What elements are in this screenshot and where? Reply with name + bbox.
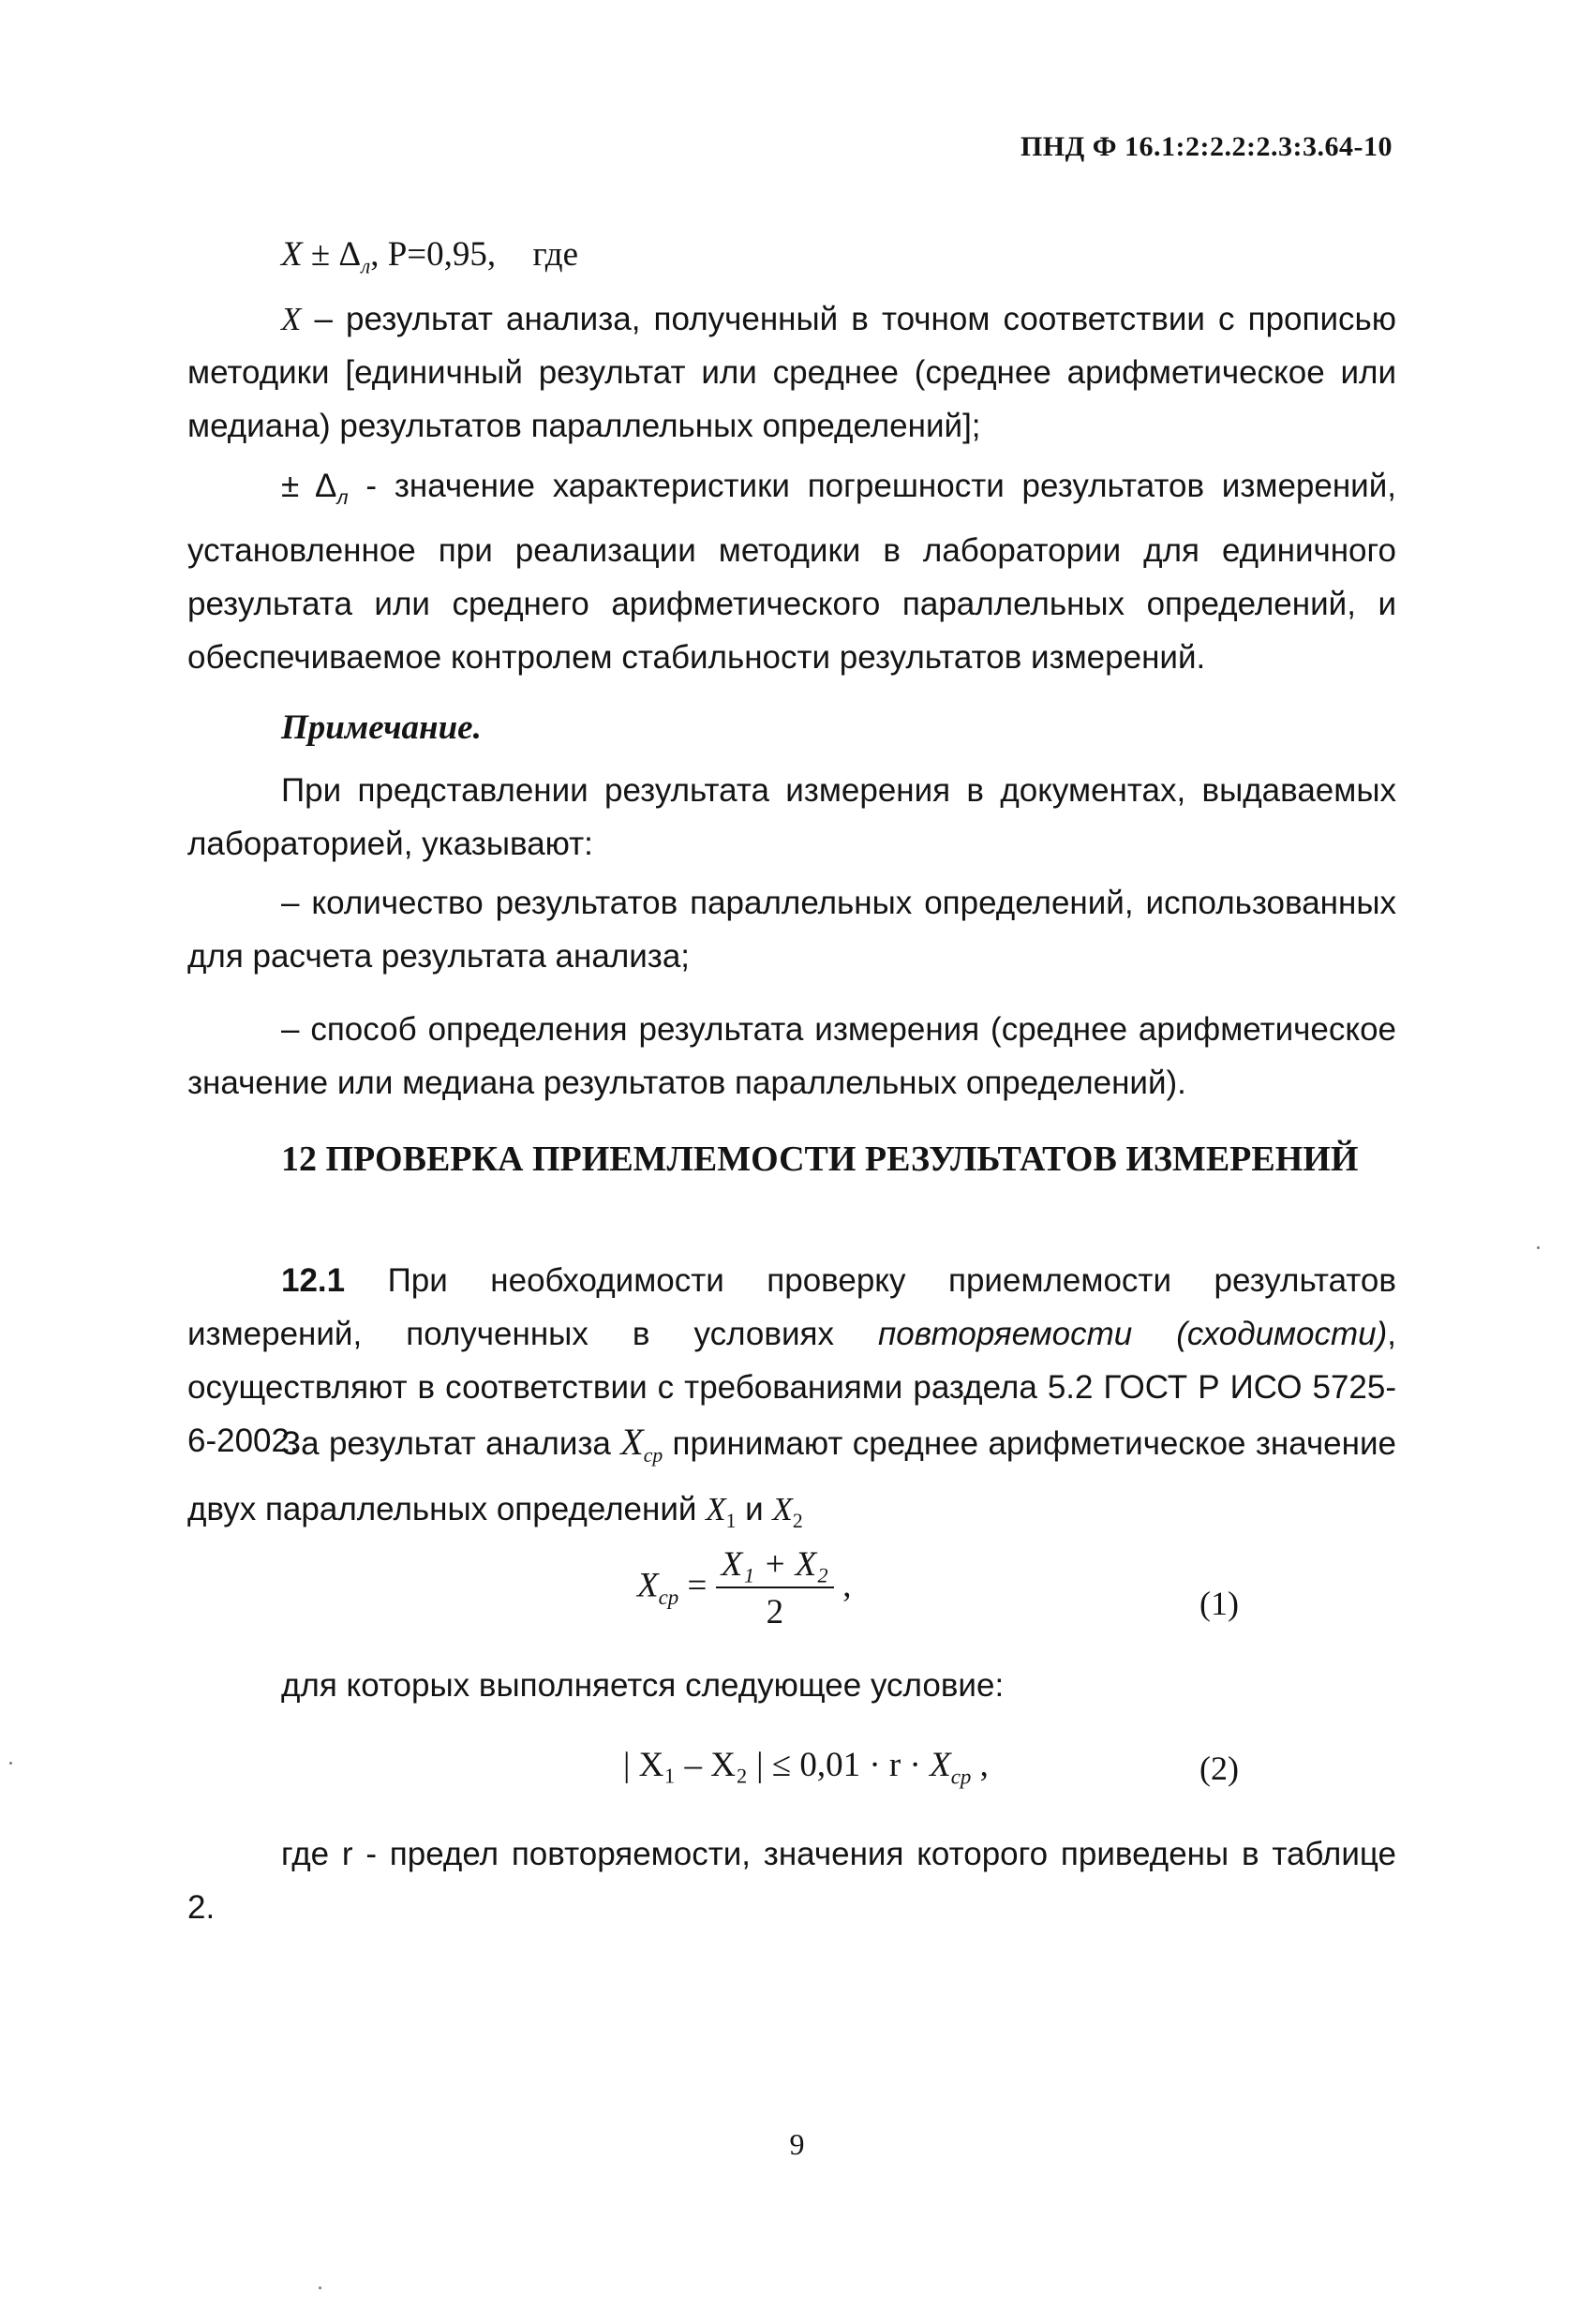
result-x1-sub: 1	[725, 1510, 737, 1532]
formula1-tail: ,	[834, 1566, 852, 1605]
def-x-text: – результат анализа, полученный в точном соответствии с прописью методики [единичный результат или среднее (среднее арифметическое или медиана) результатов параллельных определений];	[187, 301, 1396, 444]
delta-symbol: Δ	[338, 235, 362, 274]
formula2-expr: | X₁ – X₂ | ≤ 0,01 · r ·	[623, 1746, 931, 1784]
note-item-2	[187, 1003, 1396, 1110]
note-intro-text: При представлении результата измерения в документах, выдаваемых лабораторией, указывают:	[187, 772, 1396, 862]
result-var: X	[281, 235, 303, 274]
note-item-1	[187, 876, 1396, 983]
where-r-text: где r - предел повторяемости, значения которого приведены в таблице 2.	[187, 1836, 1396, 1926]
def-delta-subscript: л	[336, 485, 349, 509]
result-text-1: За результат анализа	[281, 1425, 621, 1462]
probability-text: , P=0,95,	[370, 235, 497, 274]
note-item-2-text: – способ определения результата измерения (среднее арифметическое значение или медиана результатов параллельных определений).	[187, 1011, 1396, 1101]
result-x2-sub: 2	[792, 1510, 803, 1532]
formula2-var: X	[930, 1746, 951, 1784]
formula1-fraction	[716, 1544, 834, 1632]
result-x1: X	[706, 1491, 726, 1527]
formula1-numerator: X₁ + X₂	[716, 1544, 834, 1588]
def-x-var: X	[281, 301, 302, 337]
formula-2	[623, 1745, 989, 1789]
p121-text-3: , осуществляют в соответствии с требованиями раздела 5.2 ГОСТ Р ИСО 5725-6-2002.	[187, 1316, 1396, 1459]
def-delta-prefix: ± Δ	[281, 468, 337, 504]
definition-delta	[187, 459, 1396, 684]
note-title: Примечание.	[281, 708, 482, 747]
section-heading: 12 ПРОВЕРКА ПРИЕМЛЕМОСТИ РЕЗУЛЬТАТОВ ИЗМЕРЕНИЙ	[281, 1140, 1359, 1179]
formula2-var-sub: ср	[950, 1765, 972, 1789]
result-and: и	[736, 1491, 773, 1527]
condition-line	[187, 1659, 1396, 1712]
formula1-lhs: X	[637, 1566, 659, 1605]
result-x2: X	[772, 1491, 793, 1527]
result-var-xcp: X	[620, 1421, 644, 1463]
delta-subscript: л	[361, 254, 371, 278]
p121-number: 12.1	[281, 1262, 346, 1299]
scan-speck	[1537, 1246, 1540, 1249]
p121-text-italic: повторяемости (сходимости)	[877, 1316, 1388, 1352]
page-number: 9	[789, 2127, 805, 2161]
result-paragraph	[187, 1415, 1396, 1548]
note-item-1-text: – количество результатов параллельных определений, использованных для расчета результата анализа;	[187, 885, 1396, 975]
definition-x	[187, 292, 1396, 453]
equation-number-2: (2)	[1199, 1750, 1239, 1787]
pm-sign: ±	[310, 235, 331, 274]
note-intro	[187, 764, 1396, 871]
condition-text: для которых выполняется следующее условие:	[281, 1667, 1005, 1704]
where-r-paragraph	[187, 1827, 1396, 1934]
document-id-header: ПНД Ф 16.1:2:2.2:2.3:3.64-10	[1020, 131, 1393, 162]
scan-speck	[9, 1762, 12, 1765]
scan-speck	[319, 2287, 321, 2289]
result-var-sub: ср	[643, 1444, 663, 1467]
formula1-denominator: 2	[766, 1593, 784, 1631]
p121-text-1: При необходимости проверку приемлемости результатов измерений, полученных в условиях	[187, 1262, 1396, 1352]
result-form-expression	[281, 234, 578, 278]
formula1-eq: =	[678, 1566, 716, 1605]
formula2-tail: ,	[971, 1746, 989, 1784]
formula-1	[637, 1544, 852, 1632]
result-text-2: принимают среднее арифметическое значение двух параллельных определений	[187, 1425, 1396, 1527]
where-word: где	[532, 235, 579, 274]
equation-number-1: (1)	[1199, 1585, 1239, 1622]
formula1-lhs-sub: ср	[658, 1585, 679, 1609]
def-delta-text: - значение характеристики погрешности результатов измерений, установленное при реализации методики в лаборатории для единичного результата или среднего арифметического параллельных определений, и обеспечиваемое контролем стабильности результатов измерений.	[187, 468, 1396, 676]
